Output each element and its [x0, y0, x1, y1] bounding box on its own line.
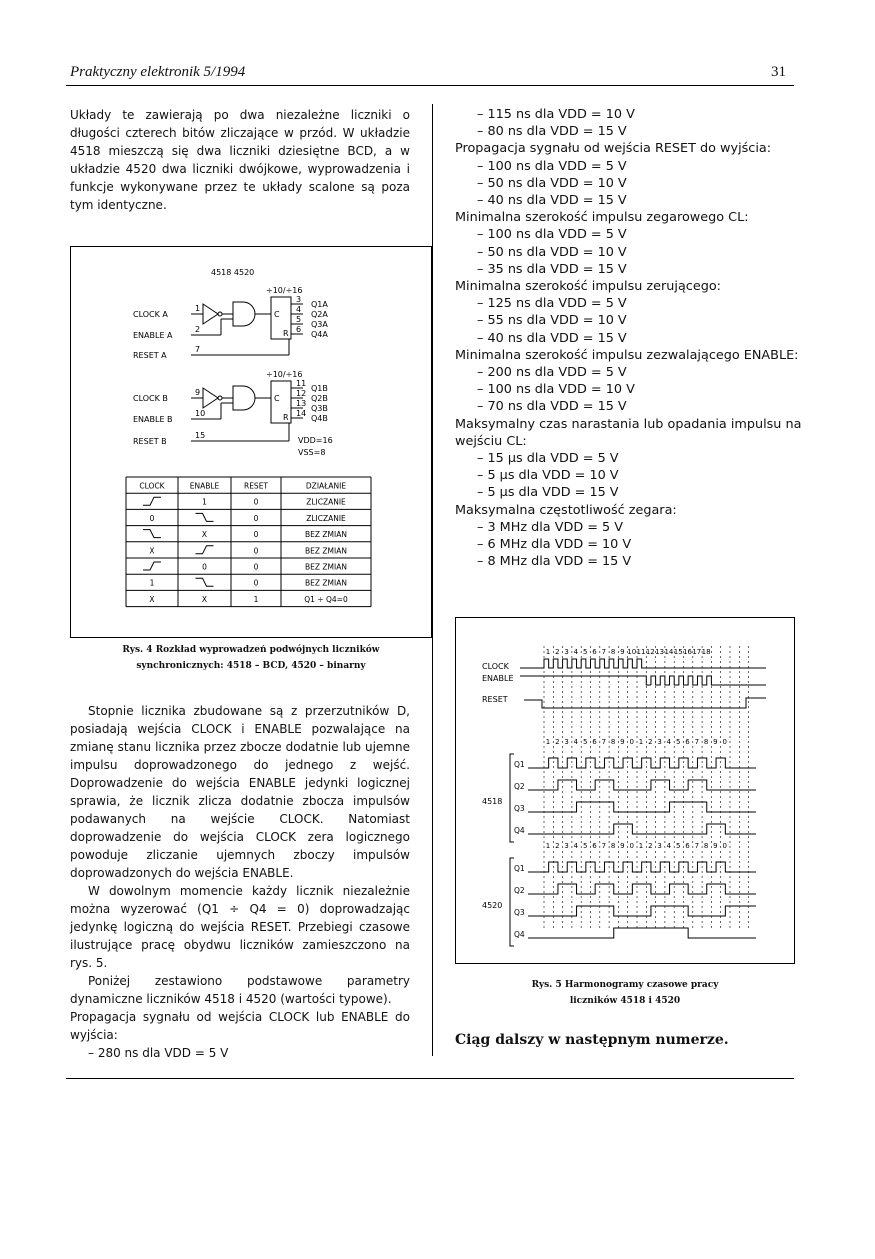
counter-value-label: 0 [629, 738, 634, 746]
parameter-line: – 55 ns dla VDD = 10 V [477, 313, 627, 329]
table-cell: X [149, 546, 155, 556]
continued-note: Ciąg dalszy w następnym numerze. [455, 1032, 729, 1048]
pin-reset-b: 15 [195, 431, 206, 440]
column-divider [432, 104, 433, 1056]
table-cell: X [201, 594, 208, 604]
parameter-line: – 200 ns dla VDD = 5 V [477, 365, 627, 381]
table-cell: 0 [253, 530, 259, 540]
counter-value-label: 6 [592, 738, 597, 746]
enable-b-label: ENABLE B [133, 415, 173, 424]
counter-value-label: 1 [638, 738, 644, 746]
counter-value-label: 7 [694, 738, 700, 746]
q-output-label: Q2 [514, 782, 525, 791]
counter-value-label: 1 [638, 842, 644, 850]
counter-value-label: 6 [685, 842, 690, 850]
counter-value-label: 4 [573, 738, 579, 746]
clock-count-label: 17 [692, 648, 702, 656]
q-waveform [528, 928, 756, 938]
intro-text: Układy te zawierają po dwa niezależne liczniki o długości czterech bitów zliczające w przód. W układzie 4518 mieszczą się dwa liczniki dziesiętne BCD, a w układzie 4520 dwa liczniki dwójkowe, wyprowadzenia i funkcje wykonywane przez te układy scalone są poza tym identyczne. [70, 108, 410, 212]
counter-value-label: 5 [582, 842, 588, 850]
counter-value-label: 2 [648, 842, 653, 850]
counter-value-label: 8 [703, 738, 709, 746]
out-a-4: Q4A [311, 330, 328, 339]
counter-value-label: 8 [610, 738, 616, 746]
parameter-line: – 125 ns dla VDD = 5 V [477, 296, 627, 312]
out-pin-a-1: 3 [296, 295, 302, 304]
figure-5-timing [455, 617, 795, 964]
q-waveform [528, 884, 756, 894]
paragraph-4: Propagacja sygnału od wejścia CLOCK lub ENABLE do wyjścia: [70, 1010, 410, 1042]
counter-value-label: 6 [592, 842, 597, 850]
reset-b-label: RESET B [133, 437, 167, 446]
paragraph-3: Poniżej zestawiono podstawowe parametry dynamiczne liczników 4518 i 4520 (wartości typowe). [70, 974, 410, 1006]
parameter-line: – 100 ns dla VDD = 5 V [477, 158, 627, 174]
out-b-3: Q3B [311, 404, 328, 413]
parameter-line: – 3 MHz dla VDD = 5 V [477, 519, 623, 535]
enable-a-label: ENABLE A [133, 331, 173, 340]
q-output-label: Q1 [514, 864, 525, 873]
q-waveform [528, 906, 756, 916]
figure-4-caption [70, 642, 432, 674]
parameter-line: – 70 ns dla VDD = 15 V [477, 399, 627, 415]
journal-title: Praktyczny elektronik 5/1994 [70, 64, 246, 80]
paragraph-2: W dowolnym momencie każdy licznik niezależnie można wyzerować (Q1 ÷ Q4 = 0) doprowadzając jedynkę logiczną do wejścia RESET. Przebiegi czasowe ilustrujące pracę obydwu liczników zamieszczono na rys. 5. [70, 884, 410, 970]
table-cell: Q1 ÷ Q4=0 [304, 594, 348, 604]
parameter-line: – 50 ns dla VDD = 10 V [477, 244, 627, 260]
clock-b-label: CLOCK B [133, 394, 168, 403]
paragraph-4-item: – 280 ns dla VDD = 5 V [88, 1046, 229, 1060]
q-output-label: Q4 [514, 930, 525, 939]
counter-value-label: 6 [685, 738, 690, 746]
div-label-b: ÷10/÷16 [266, 370, 303, 379]
parameter-line: – 40 ns dla VDD = 15 V [477, 193, 627, 209]
out-pin-b-4: 14 [296, 409, 307, 418]
parameter-line: – 50 ns dla VDD = 10 V [477, 175, 627, 191]
table-header: DZIAŁANIE [305, 481, 347, 491]
table-cell: 1 [253, 594, 259, 604]
parameter-line: – 35 ns dla VDD = 15 V [477, 261, 627, 277]
out-pin-b-3: 13 [296, 399, 307, 408]
parameter-line: – 15 µs dla VDD = 5 V [477, 451, 619, 467]
q-waveform [528, 824, 756, 834]
reset-label: RESET [482, 695, 508, 704]
clock-waveform [520, 659, 766, 668]
chip_4520-label: 4520 [482, 901, 503, 910]
truth-table [126, 477, 371, 607]
clock-count-label: 10 [627, 648, 637, 656]
r-label-b: R [283, 413, 289, 422]
counter-value-label: 1 [545, 842, 551, 850]
reset-a-label: RESET A [133, 351, 167, 360]
clock-count-label: 5 [582, 648, 588, 656]
q-output-label: Q4 [514, 826, 525, 835]
rising-edge-symbol [196, 546, 214, 554]
out-b-1: Q1B [311, 384, 328, 393]
chip_4518-label: 4518 [482, 797, 503, 806]
counter-value-label: 7 [601, 842, 607, 850]
clock-count-label: 12 [645, 648, 655, 656]
counter-value-label: 7 [601, 738, 607, 746]
parameter-line: wejściu CL: [455, 433, 527, 449]
table-cell: 0 [253, 497, 259, 507]
rising-edge-symbol [143, 562, 161, 570]
table-cell: 0 [253, 578, 259, 588]
counter-value-label: 1 [545, 738, 551, 746]
out-pin-b-2: 12 [296, 389, 307, 398]
clock-count-label: 14 [664, 648, 674, 656]
falling-edge-symbol [196, 578, 214, 586]
table-cell: 1 [202, 497, 207, 507]
parameter-line: – 5 µs dla VDD = 10 V [477, 468, 619, 484]
out-pin-b-1: 11 [296, 379, 307, 388]
table-cell: BEZ ZMIAN [305, 562, 347, 572]
counter-value-label: 9 [713, 842, 718, 850]
parameter-line: Propagacja sygnału od wejścia RESET do wyjścia: [455, 141, 772, 157]
clock-count-label: 2 [555, 648, 560, 656]
q-waveform [528, 758, 756, 768]
figure-5-caption-line2: liczników 4518 i 4520 [569, 996, 681, 1006]
figure-5-caption [455, 977, 795, 1009]
counter-value-label: 2 [555, 738, 560, 746]
counter-value-label: 2 [555, 842, 560, 850]
clock-count-label: 13 [655, 648, 665, 656]
clock-count-label: 7 [601, 648, 607, 656]
parameter-line: Maksymalna częstotliwość zegara: [455, 502, 677, 518]
table-cell: ZLICZANIE [306, 513, 346, 523]
pin-enable-a: 2 [195, 325, 201, 334]
parameter-line: Minimalna szerokość impulsu zerującego: [455, 279, 721, 295]
counter-value-label: 5 [582, 738, 588, 746]
counter-value-label: 0 [629, 842, 634, 850]
out-pin-a-2: 4 [296, 305, 302, 314]
counter-value-label: 7 [694, 842, 700, 850]
left-body [70, 702, 410, 1062]
out-a-1: Q1A [311, 300, 328, 309]
parameter-line: – 100 ns dla VDD = 5 V [477, 227, 627, 243]
vdd-label: VDD=16 [298, 436, 333, 445]
counter-value-label: 3 [564, 842, 569, 850]
table-cell: 0 [202, 562, 207, 572]
bottom-rule [66, 1078, 794, 1079]
q-waveform [528, 802, 756, 812]
out-a-3: Q3A [311, 320, 328, 329]
counter-value-label: 0 [722, 738, 727, 746]
counter-value-label: 8 [703, 842, 709, 850]
paragraph-1: Stopnie licznika zbudowane są z przerzutników D, posiadają wejścia CLOCK i ENABLE pozwalające na zmianę stanu licznika przez zbocze dodatnie lub ujemne impulsu doprowadzonego do jednego z wejść. Doprowadzenie do wejścia ENABLE jedynki logicznej sprawia, że licznik zlicza dodatnie zbocza impulsów podawanych na wejście CLOCK. Natomiast doprowadzenie do wejścia CLOCK zera logicznego powoduje zliczanie ujemnych zboczy impulsów doprowadzonych do wejścia ENABLE. [70, 704, 410, 880]
counter-value-label: 2 [648, 738, 653, 746]
counter-value-label: 3 [657, 738, 662, 746]
table-cell: X [201, 530, 208, 540]
clock-count-label: 6 [592, 648, 597, 656]
parameter-line: – 6 MHz dla VDD = 10 V [477, 537, 632, 553]
parameter-list [455, 106, 802, 570]
parameter-line: – 100 ns dla VDD = 10 V [477, 382, 635, 398]
out-b-2: Q2B [311, 394, 328, 403]
clock-count-label: 1 [545, 648, 551, 656]
clock-a-label: CLOCK A [133, 310, 168, 319]
intro-paragraph [70, 106, 410, 214]
table-cell: 1 [149, 578, 155, 588]
q-output-label: Q3 [514, 908, 525, 917]
clock-count-label: 3 [564, 648, 569, 656]
counter-value-label: 4 [573, 842, 579, 850]
q-output-label: Q2 [514, 886, 525, 895]
counter-value-label: 8 [610, 842, 616, 850]
q-output-label: Q1 [514, 760, 525, 769]
table-cell: 0 [253, 562, 259, 572]
pin-clock-b: 9 [195, 388, 201, 397]
table-cell: BEZ ZMIAN [305, 578, 347, 588]
counter-value-label: 3 [564, 738, 569, 746]
q-waveform [528, 780, 756, 790]
counter-value-label: 5 [675, 738, 681, 746]
chip-label: 4518 4520 [211, 268, 255, 277]
q-waveform [528, 862, 756, 872]
vss-label: VSS=8 [298, 448, 326, 457]
parameter-line: Minimalna szerokość impulsu zegarowego CL: [455, 210, 749, 226]
table-cell: BEZ ZMIAN [305, 530, 347, 540]
parameter-line: Maksymalny czas narastania lub opadania impulsu na [455, 416, 802, 432]
parameter-line: Minimalna szerokość impulsu zezwalającego ENABLE: [455, 347, 799, 363]
clock-count-label: 4 [573, 648, 579, 656]
clock-count-label: 16 [683, 648, 692, 656]
parameter-line: – 115 ns dla VDD = 10 V [477, 107, 635, 122]
counter-value-label: 9 [620, 842, 625, 850]
counter-value-label: 9 [620, 738, 625, 746]
counter-value-label: 3 [657, 842, 662, 850]
div-label-a: ÷10/÷16 [266, 286, 303, 295]
figure-4-svg [71, 247, 431, 637]
figure-4-pinout [70, 246, 432, 638]
parameter-line: – 8 MHz dla VDD = 15 V [477, 554, 632, 570]
clock-count-label: 18 [701, 648, 711, 656]
rising-edge-symbol [143, 497, 161, 505]
figure-5-svg [456, 618, 794, 963]
pin-enable-b: 10 [195, 409, 206, 418]
clock-label: CLOCK [482, 662, 509, 671]
counter-value-label: 4 [666, 738, 672, 746]
parameter-line: – 40 ns dla VDD = 15 V [477, 330, 627, 346]
table-cell: 0 [253, 546, 259, 556]
out-a-2: Q2A [311, 310, 328, 319]
table-cell: 0 [253, 513, 259, 523]
table-cell: BEZ ZMIAN [305, 546, 347, 556]
figure-4-caption-line2: synchronicznych: 4518 – BCD, 4520 – binarny [136, 661, 366, 671]
table-cell: X [149, 594, 155, 604]
table-header: ENABLE [189, 481, 220, 491]
parameter-line: – 80 ns dla VDD = 15 V [477, 124, 627, 140]
table-cell: 0 [149, 513, 155, 523]
figure-4-caption-line1: Rys. 4 Rozkład wyprowadzeń podwójnych liczników [122, 645, 380, 655]
clock-count-label: 8 [610, 648, 616, 656]
falling-edge-symbol [196, 513, 214, 521]
table-header: RESET [243, 481, 269, 491]
table-cell: ZLICZANIE [306, 497, 346, 507]
table-header: CLOCK [139, 481, 165, 491]
header-rule [66, 85, 794, 86]
pin-clock-a: 1 [195, 304, 201, 313]
counter-value-label: 5 [675, 842, 681, 850]
page-number: 31 [771, 64, 786, 80]
figure-5-caption-line1: Rys. 5 Harmonogramy czasowe pracy [531, 980, 719, 990]
out-b-4: Q4B [311, 414, 328, 423]
pin-reset-a: 7 [195, 345, 201, 354]
clock-count-label: 15 [673, 648, 683, 656]
out-pin-a-4: 6 [296, 325, 302, 334]
counter-value-label: 9 [713, 738, 718, 746]
counter-value-label: 0 [722, 842, 727, 850]
c-label-b: C [274, 394, 280, 403]
r-label-a: R [283, 329, 289, 338]
clock-count-label: 11 [636, 648, 646, 656]
enable-waveform-start [520, 676, 651, 685]
enable-label: ENABLE [482, 674, 514, 683]
q-output-label: Q3 [514, 804, 525, 813]
counter-value-label: 4 [666, 842, 672, 850]
clock-count-label: 9 [620, 648, 625, 656]
parameter-line: – 5 µs dla VDD = 15 V [477, 485, 619, 501]
out-pin-a-3: 5 [296, 315, 302, 324]
falling-edge-symbol [143, 530, 161, 538]
c-label-a: C [274, 310, 280, 319]
